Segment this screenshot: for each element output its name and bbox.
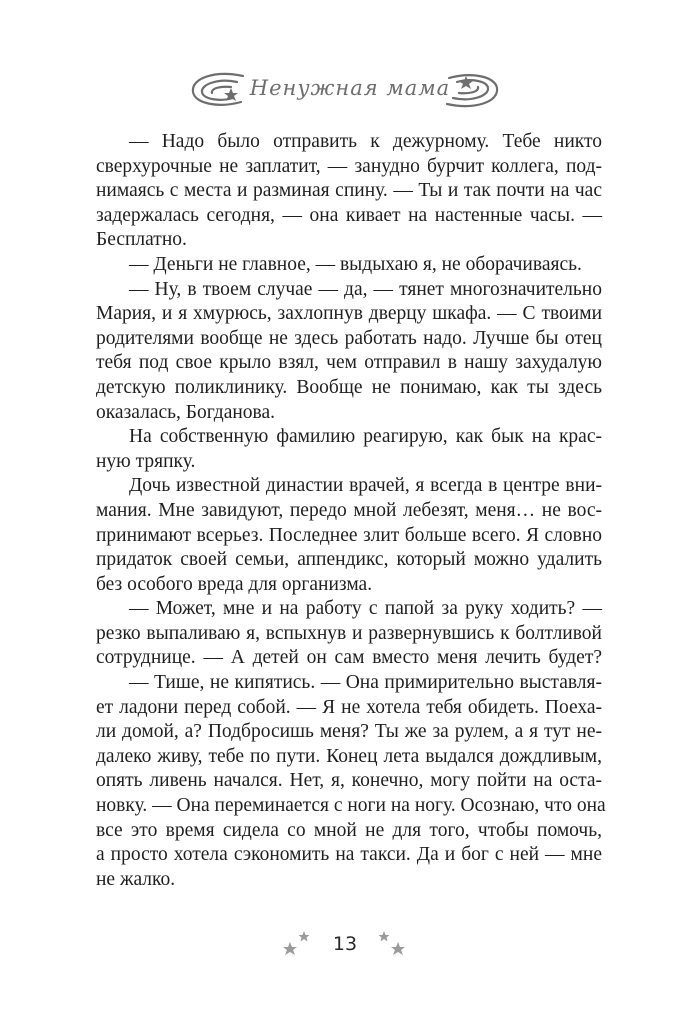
text-line: все это время сидела со мной не для того, чтобы помочь,: [96, 819, 602, 841]
text-line: тебя под свое крыло взял, чем отправил в нашу захудалую: [96, 352, 602, 374]
text-line: далеко живу, тебе по пути. Конец лета выдался дождливым,: [96, 745, 602, 767]
page-footer: [280, 928, 410, 962]
text-line: задержалась сегодня, — она кивает на настенные часы. —: [96, 204, 602, 226]
text-line: Мария, и я хмурюсь, захлопнув дверцу шкафа. — С твоими: [96, 303, 602, 325]
running-title: Ненужная мама: [249, 76, 451, 100]
text-line: — Ну, в твоем случае — да, — тянет многозначительно: [129, 278, 602, 300]
text-line: придаток своей семьи, аппендикс, который можно удалить: [96, 549, 602, 571]
text-line: резко выпаливаю я, вспыхнув и развернувшись к болтливой: [96, 622, 602, 644]
text-line: детскую поликлинику. Вообще не понимаю, как ты здесь: [96, 376, 602, 398]
text-line: мания. Мне завидуют, передо мной лебезят, меня… не вос-: [96, 499, 602, 521]
text-line: принимают всерьез. Последнее злит больше всего. Я словно: [96, 524, 602, 546]
text-line: оказалась, Богданова.: [96, 401, 276, 423]
text-line: — Надо было отправить к дежурному. Тебе никто: [129, 131, 602, 152]
text-line: ли домой, а? Подбросишь меня? Ты же за рулем, а я тут не-: [96, 721, 602, 743]
text-line: без особого вреда для организма.: [96, 573, 373, 595]
text-line: опять ливень начался. Нет, я, конечно, могу пойти на оста-: [96, 770, 602, 792]
text-line: Дочь известной династии врачей, я всегда в центре вни-: [129, 475, 602, 497]
text-line: Бесплатно.: [96, 229, 187, 251]
text-line: новку. — Она переминается с ноги на ногу. Осознаю, что она: [96, 795, 606, 817]
text-line: сотруднице. — А детей он сам вместо меня лечить будет?: [96, 647, 602, 669]
text-line: нимаясь с места и разминая спину. — Ты и так почти на час: [96, 180, 602, 202]
text-line: а просто хотела сэкономить на такси. Да и бог с ней — мне: [96, 844, 602, 866]
text-line: ет ладони перед собой. — Я не хотела тебя обидеть. Поеха-: [96, 696, 602, 718]
text-line: — Может, мне и на работу с папой за руку ходить? —: [129, 598, 602, 620]
text-line: На собственную фамилию реагирую, как бык на крас-: [129, 426, 602, 448]
text-line: ную тряпку.: [96, 450, 196, 472]
page-number: 13: [332, 933, 358, 955]
text-line: — Тише, не кипятись. — Она примирительно выставля-: [129, 672, 602, 694]
stars-right-icon: [379, 931, 406, 955]
running-header: [185, 62, 505, 118]
star-right-icon: [459, 76, 473, 89]
stars-left-icon: [283, 931, 310, 955]
text-line: сверхурочные не заплатит, — занудно бурчит коллега, под-: [96, 155, 602, 177]
text-line: — Деньги не главное, — выдыхаю я, не оборачиваясь.: [129, 253, 582, 275]
text-line: не жалко.: [96, 868, 176, 890]
page-body-text: [96, 130, 606, 892]
text-line: родителями вообще не здесь работать надо. Лучше бы отец: [96, 327, 602, 349]
